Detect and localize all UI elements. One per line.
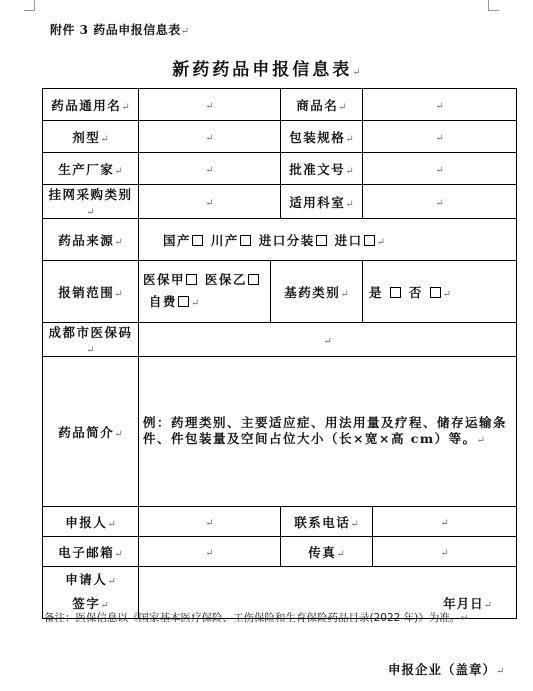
generic-name-input[interactable]: ↵ (139, 89, 281, 121)
source-option-import-packaged[interactable]: 进口分装 (259, 233, 329, 248)
dosage-form-label: 剂型↵ (43, 121, 139, 153)
essential-drug-label: 基药类别↵ (271, 261, 363, 323)
insurance-code-label: 成都市医保码↵ (43, 323, 139, 357)
drug-source-label: 药品来源↵ (43, 219, 139, 261)
checkbox[interactable] (178, 296, 189, 307)
checkbox[interactable] (240, 235, 251, 246)
fax-label: 传真↵ (281, 537, 373, 567)
package-spec-label: 包装规格↵ (281, 121, 363, 153)
checkbox[interactable] (186, 274, 197, 285)
department-input[interactable]: ↵ (363, 185, 517, 219)
reimb-option-class-a[interactable]: 医保甲 (143, 272, 199, 287)
trade-name-input[interactable]: ↵ (363, 89, 517, 121)
trade-name-label: 商品名↵ (281, 89, 363, 121)
dosage-form-input[interactable]: ↵ (139, 121, 281, 153)
insurance-code-input[interactable]: ↵ (139, 323, 517, 357)
phone-label: 联系电话↵ (281, 507, 373, 537)
requester-sign-label: 申请人↵ 签字↵ (43, 567, 139, 619)
drug-intro-label: 药品简介↵ (43, 357, 139, 507)
essential-option-yes[interactable]: 是 (369, 285, 403, 300)
footnote: 备注：医保信息以《国家基本医疗保险、工伤保险和生育保险药品目录(2022 年)》为准。↵ (44, 612, 469, 624)
company-seal-label: 申报企业（盖章）↵ (388, 662, 505, 677)
drug-intro-input[interactable]: 例：药理类别、主要适应症、用法用量及疗程、储存运输条件、件包装量及空间占位大小（长×宽×高 cm）等。↵ (139, 357, 517, 507)
reimbursement-options: 医保甲 医保乙 自费 ↵ (139, 261, 271, 323)
generic-name-label: 药品通用名↵ (43, 89, 139, 121)
reimb-option-self-pay[interactable]: 自费 (143, 294, 191, 309)
approval-no-input[interactable]: ↵ (363, 153, 517, 185)
source-option-domestic[interactable]: 国产 (163, 233, 205, 248)
source-option-import[interactable]: 进口 (335, 233, 377, 248)
essential-option-no[interactable]: 否 (409, 285, 443, 300)
fax-input[interactable]: ↵ (373, 537, 517, 567)
email-input[interactable]: ↵ (139, 537, 281, 567)
department-label: 适用科室↵ (281, 185, 363, 219)
form-title: 新药药品申报信息表↵ (172, 60, 361, 80)
procurement-category-input[interactable]: ↵ (139, 185, 281, 219)
reimbursement-scope-label: 报销范围↵ (43, 261, 139, 323)
email-label: 电子邮箱↵ (43, 537, 139, 567)
attachment-label: 附件 3 药品申报信息表↵ (50, 23, 190, 37)
manufacturer-label: 生产厂家↵ (43, 153, 139, 185)
phone-input[interactable]: ↵ (373, 507, 517, 537)
checkbox[interactable] (364, 235, 375, 246)
essential-options: 是 否 ↵ (363, 261, 517, 323)
package-spec-input[interactable]: ↵ (363, 121, 517, 153)
manufacturer-input[interactable]: ↵ (139, 153, 281, 185)
procurement-category-label: 挂网采购类别↵ (43, 185, 139, 219)
checkbox[interactable] (316, 235, 327, 246)
checkbox[interactable] (192, 235, 203, 246)
applicant-label: 申报人↵ (43, 507, 139, 537)
application-form-table (42, 88, 517, 619)
page-corner-mark (488, 0, 499, 11)
source-option-sichuan[interactable]: 川产 (211, 233, 253, 248)
reimb-option-class-b[interactable]: 医保乙 (205, 272, 261, 287)
approval-no-label: 批准文号↵ (281, 153, 363, 185)
checkbox[interactable] (430, 287, 441, 298)
checkbox[interactable] (248, 274, 259, 285)
checkbox[interactable] (390, 287, 401, 298)
page-corner-mark (24, 0, 35, 11)
applicant-input[interactable]: ↵ (139, 507, 281, 537)
drug-source-options: 国产 川产 进口分装 进口 ↵ (139, 219, 517, 261)
sign-date-label: 年月日↵ (443, 596, 493, 611)
